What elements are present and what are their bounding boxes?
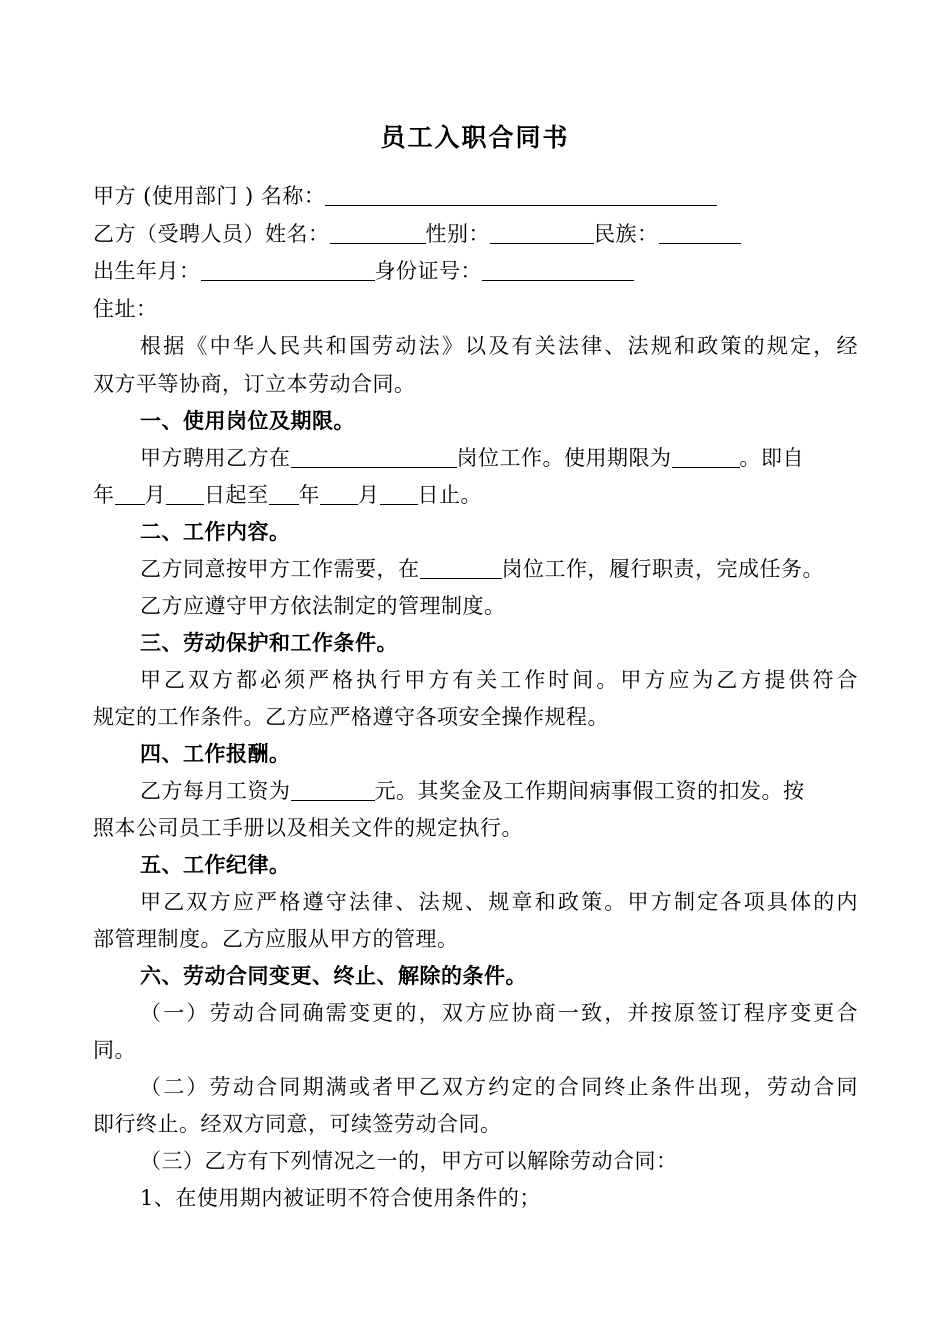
section-4-text-a: 乙方每月工资为 bbox=[140, 779, 291, 803]
section-6-item-1-line-1: （一）劳动合同确需变更的，双方应协商一致，并按原签订程序变更合 bbox=[140, 1001, 858, 1025]
section-6-item-1-line-2: 同。 bbox=[93, 1038, 136, 1062]
position-blank[interactable] bbox=[291, 447, 457, 468]
name-blank[interactable] bbox=[330, 223, 426, 244]
section-3-line-2: 规定的工作条件。乙方应严格遵守各项安全操作规程。 bbox=[93, 705, 609, 729]
salary-blank[interactable] bbox=[291, 780, 375, 801]
section-4-line-1 bbox=[140, 773, 865, 809]
section-6-item-3-sub-1: 1、在使用期内被证明不符合使用条件的； bbox=[140, 1186, 541, 1210]
section-4-heading: 四、工作报酬。 bbox=[140, 741, 291, 766]
document-title: 员工入职合同书 bbox=[380, 123, 570, 152]
birth-blank[interactable] bbox=[201, 260, 375, 281]
duty-position-blank[interactable] bbox=[420, 558, 502, 579]
gender-blank[interactable] bbox=[490, 223, 594, 244]
start-year-label: 年 bbox=[93, 483, 115, 507]
party-a-name-blank[interactable] bbox=[325, 185, 717, 206]
section-4-line-2: 照本公司员工手册以及相关文件的规定执行。 bbox=[93, 816, 523, 840]
section-1-heading: 一、使用岗位及期限。 bbox=[140, 408, 355, 433]
party-b-label: 乙方（受聘人员）姓名： bbox=[93, 222, 330, 246]
party-a-row bbox=[93, 178, 863, 214]
section-1-text-a: 甲方聘用乙方在 bbox=[140, 446, 291, 470]
section-6-item-2-line-2: 即行终止。经双方同意，可续签劳动合同。 bbox=[93, 1112, 502, 1136]
end-month-blank[interactable] bbox=[320, 484, 358, 505]
section-2-line-2: 乙方应遵守甲方依法制定的管理制度。 bbox=[140, 594, 506, 618]
section-2-line-1 bbox=[140, 551, 865, 587]
section-6-item-3: （三）乙方有下列情况之一的，甲方可以解除劳动合同： bbox=[140, 1149, 678, 1173]
section-2-text-b: 岗位工作，履行职责，完成任务。 bbox=[501, 557, 824, 581]
party-b-row bbox=[93, 216, 863, 252]
end-year-label: 年 bbox=[298, 483, 320, 507]
ethnicity-label: 民族： bbox=[594, 222, 659, 246]
section-5-line-2: 部管理制度。乙方应服从甲方的管理。 bbox=[93, 927, 459, 951]
section-5-line-1: 甲乙双方应严格遵守法律、法规、规章和政策。甲方制定各项具体的内 bbox=[140, 890, 858, 914]
section-1-line-2 bbox=[93, 477, 863, 513]
address-label: 住址： bbox=[93, 297, 158, 321]
id-blank[interactable] bbox=[482, 260, 634, 281]
term-blank[interactable] bbox=[672, 447, 740, 468]
start-day-blank[interactable] bbox=[166, 484, 204, 505]
section-6-heading: 六、劳动合同变更、终止、解除的条件。 bbox=[140, 963, 527, 988]
section-3-heading: 三、劳动保护和工作条件。 bbox=[140, 630, 398, 655]
start-month-blank[interactable] bbox=[115, 484, 145, 505]
section-1-text-b: 岗位工作。使用期限为 bbox=[456, 446, 672, 470]
end-month-label: 月 bbox=[358, 483, 380, 507]
id-label: 身份证号： bbox=[374, 259, 482, 283]
section-2-text-a: 乙方同意按甲方工作需要，在 bbox=[140, 557, 420, 581]
ethnicity-blank[interactable] bbox=[659, 223, 741, 244]
birth-label: 出生年月： bbox=[93, 259, 201, 283]
intro-line-1: 根据《中华人民共和国劳动法》以及有关法律、法规和政策的规定，经 bbox=[140, 334, 858, 358]
end-year-blank[interactable] bbox=[269, 484, 299, 505]
start-month-label: 月 bbox=[144, 483, 166, 507]
section-3-line-1: 甲乙双方都必须严格执行甲方有关工作时间。甲方应为乙方提供符合 bbox=[140, 668, 858, 692]
party-a-label: 甲方 (使用部门 ) 名称： bbox=[93, 184, 326, 208]
section-4-text-b: 元。其奖金及工作期间病事假工资的扣发。按 bbox=[374, 779, 805, 803]
gender-label: 性别： bbox=[425, 222, 490, 246]
end-day-label: 日止。 bbox=[417, 483, 482, 507]
intro-line-2: 双方平等协商，订立本劳动合同。 bbox=[93, 372, 416, 396]
section-1-text-c: 。即自 bbox=[739, 446, 804, 470]
start-day-label: 日起至 bbox=[204, 483, 269, 507]
address-row bbox=[93, 291, 863, 327]
section-5-heading: 五、工作纪律。 bbox=[140, 852, 291, 877]
end-day-blank[interactable] bbox=[380, 484, 418, 505]
birth-id-row bbox=[93, 253, 863, 289]
section-6-item-2-line-1: （二）劳动合同期满或者甲乙双方约定的合同终止条件出现，劳动合同 bbox=[140, 1075, 858, 1099]
section-1-line-1 bbox=[140, 440, 865, 476]
section-2-heading: 二、工作内容。 bbox=[140, 519, 291, 544]
